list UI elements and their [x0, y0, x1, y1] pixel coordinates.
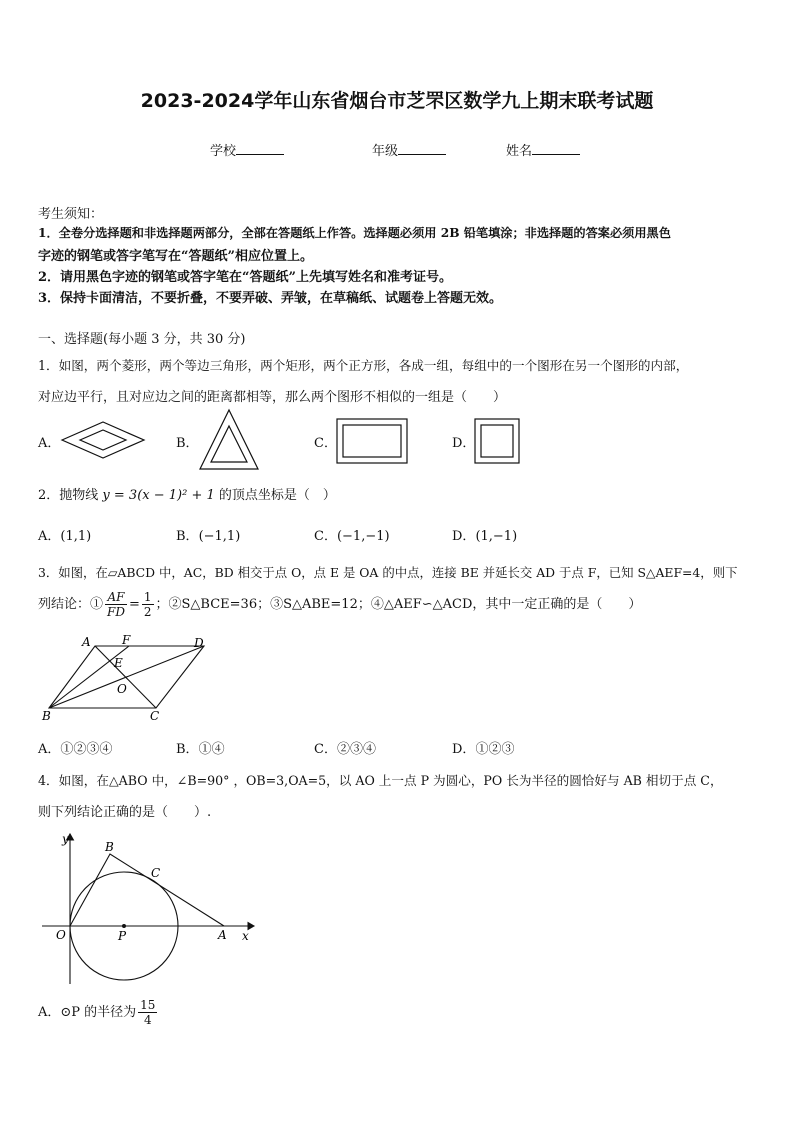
q2-stem-prefix: 2．抛物线	[38, 488, 99, 503]
q1-line1: 1．如图，两个菱形，两个等边三角形，两个矩形，两个正方形，各成一组，每组中的一个图形在另一个图形的内部，	[38, 358, 689, 373]
q3-option-b-value: ①④	[198, 742, 225, 757]
q3-option-a-value: ①②③④	[60, 742, 113, 757]
q3-label-f: F	[122, 633, 131, 647]
q1-figure-c-rectangle	[336, 418, 408, 464]
triangle-abo	[70, 854, 224, 926]
q2-stem-suffix: 的顶点坐标是（ ）	[218, 488, 336, 503]
center-point-p	[122, 924, 126, 928]
q4-option-a-num: 15	[140, 998, 156, 1012]
q4-label-c: C	[151, 866, 161, 880]
q3-fraction-af-fd	[105, 590, 127, 619]
q1-figure-d-square	[474, 418, 522, 464]
q1-option-d-label: D．	[452, 436, 476, 451]
school-label: 学校	[210, 144, 237, 159]
q4-option-a-den: 4	[143, 1013, 152, 1027]
q3-frac1-num: AF	[105, 590, 127, 605]
q3-option-d-letter: D．	[452, 742, 476, 757]
q3-line2-prefix: 列结论：①	[38, 597, 104, 612]
name-field	[506, 140, 580, 159]
page-title: 2023-2024学年山东省烟台市芝罘区数学九上期末联考试题	[140, 90, 654, 112]
q2-equation: y = 3(x − 1)² + 1	[102, 488, 215, 503]
q3-option-b-letter: B．	[176, 742, 199, 757]
q1-option-c-label: C．	[314, 436, 337, 451]
q2-option-a-letter: A．	[38, 529, 61, 544]
q2-option-c-value: (−1,−1)	[336, 529, 390, 544]
q3-line1: 3．如图，在▱ABCD 中，AC，BD 相交于点 O，点 E 是 OA 的中点，连接 BE 并延长交 AD 于点 F，已知 S△AEF=4，则下	[38, 565, 738, 580]
q3-parallelogram-figure	[36, 632, 220, 724]
notice-item1-line1: 1．全卷分选择题和非选择题两部分，全部在答题纸上作答。选择题必须用 2B 铅笔填涂；非选择题的答案必须用黑色	[38, 226, 671, 240]
q2-option-b-letter: B．	[176, 529, 199, 544]
q4-line2: 则下列结论正确的是（ ）.	[38, 805, 212, 820]
q3-frac2-num: 1	[143, 590, 152, 604]
q3-label-d: D	[194, 636, 204, 650]
q4-line1: 4．如图，在△ABO 中，∠B=90° ，OB=3,OA=5，以 AO 上一点 P 为圆心，PO 长为半径的圆恰好与 AB 相切于点 C，	[38, 773, 723, 788]
q3-option-d	[452, 738, 514, 757]
q3-option-c-letter: C．	[314, 742, 337, 757]
q1-option-a-label: A．	[38, 436, 61, 451]
school-field	[210, 140, 284, 159]
q2-option-b-value: (−1,1)	[198, 529, 241, 544]
q2-option-b	[176, 525, 240, 544]
q2-option-a-value: (1,1)	[60, 529, 92, 544]
q4-label-a: A	[218, 928, 227, 942]
q1-figure-a-rhombus	[60, 420, 146, 460]
q3-option-d-value: ①②③	[475, 742, 515, 757]
school-blank	[236, 142, 284, 155]
q3-option-c-value: ②③④	[336, 742, 376, 757]
q3-label-b: B	[42, 709, 51, 723]
q2-option-c	[314, 525, 390, 544]
section1-heading: 一、选择题(每小题 3 分，共 30 分)	[38, 332, 246, 347]
name-blank	[532, 142, 580, 155]
q3-line2-suffix: ；②S△BCE=36；③S△ABE=12；④△AEF∽△ACD，其中一定正确的是（ ）	[155, 597, 642, 612]
q2-option-c-letter: C．	[314, 529, 337, 544]
q3-label-a: A	[82, 635, 91, 649]
q3-option-b	[176, 738, 225, 757]
q3-frac1-den: FD	[107, 605, 125, 619]
q3-label-e: E	[114, 656, 123, 670]
q4-label-x: x	[242, 929, 249, 943]
q3-frac2-den: 2	[143, 605, 152, 619]
q4-label-b: B	[105, 840, 114, 854]
q2-option-d-value: (1,−1)	[475, 529, 518, 544]
notice-item2: 2．请用黑色字迹的钢笔或答字笔在“答题纸”上先填写姓名和准考证号。	[38, 270, 453, 285]
q3-option-c	[314, 738, 376, 757]
notice-heading: 考生须知：	[38, 207, 104, 222]
q4-option-a	[38, 998, 159, 1027]
q3-option-a-letter: A．	[38, 742, 61, 757]
q2-option-a	[38, 525, 91, 544]
q2-stem	[38, 484, 336, 503]
grade-blank	[398, 142, 446, 155]
q4-option-a-fraction	[138, 998, 157, 1027]
notice-item1-line2: 字迹的钢笔或答字笔写在“答题纸”相应位置上。	[38, 249, 313, 264]
grade-field	[372, 140, 446, 159]
notice-item3: 3．保持卡面清洁，不要折叠，不要弄破、弄皱，在草稿纸、试题卷上答题无效。	[38, 291, 503, 306]
q4-label-y: y	[62, 832, 69, 846]
q3-line2	[38, 590, 641, 619]
grade-label: 年级	[372, 144, 399, 159]
q1-option-b-label: B．	[176, 436, 199, 451]
q1-line2: 对应边平行，且对应边之间的距离都相等，那么两个图形不相似的一组是（ ）	[38, 390, 507, 405]
q2-option-d-letter: D．	[452, 529, 476, 544]
q3-fraction-half	[142, 590, 154, 619]
q3-label-o: O	[117, 682, 127, 696]
q4-label-p: P	[118, 929, 127, 943]
q3-equals: =	[128, 597, 140, 612]
q2-option-d	[452, 525, 517, 544]
q4-label-o: O	[56, 928, 66, 942]
q1-figure-b-triangle	[198, 408, 260, 472]
q4-option-a-prefix: A．⊙P 的半径为	[38, 1005, 137, 1020]
q4-circle-figure	[40, 826, 262, 988]
q3-option-a	[38, 738, 112, 757]
name-label: 姓名	[506, 144, 533, 159]
q3-label-c: C	[150, 709, 160, 723]
